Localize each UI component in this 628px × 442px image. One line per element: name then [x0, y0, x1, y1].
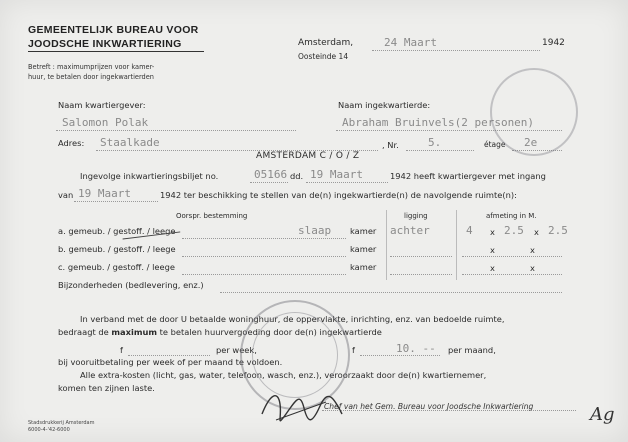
row-b-label: b. gemeub. / gestoff. / leege: [58, 244, 176, 254]
date-year: 1942: [542, 38, 565, 48]
paragraph-line6: komen ten zijnen laste.: [58, 383, 155, 393]
row-a-ligging: achter: [390, 224, 430, 237]
header-rule: [28, 51, 204, 52]
etage-label: étage: [484, 140, 506, 149]
ingekwartierde-label: Naam ingekwartierde:: [338, 100, 431, 110]
paragraph-line2: bedraagt de maximum te betalen huurvergoeding door de(n) ingekwartierde: [58, 327, 382, 337]
row-b-x2: x: [530, 245, 535, 255]
kwartiergever-label: Naam kwartiergever:: [58, 100, 146, 110]
row-a-x2: x: [534, 227, 539, 237]
dd-value: 19 Maart: [310, 168, 363, 181]
betreft-line2: huur, te betalen door ingekwartierden: [28, 73, 154, 81]
row-a-afm2: 2.5: [504, 224, 524, 237]
row-a-afm3: 2.5: [548, 224, 568, 237]
col-header-ligging: ligging: [404, 212, 428, 220]
row-c-kamer: kamer: [350, 262, 377, 272]
date-day-month: 24 Maart: [384, 36, 437, 49]
betreft-line1: Betreft : maximumprijzen voor kamer-: [28, 63, 155, 71]
adres-label: Adres:: [58, 138, 85, 148]
row-a-bestemming: slaap: [298, 224, 332, 237]
ter-beschikking-text: 1942 ter beschikking te stellen van de(n) ingekwartierde(n) de navolgende ruimte(n):: [160, 190, 517, 200]
row-a-afm1: 4: [466, 224, 473, 237]
signature-caption: Chef van het Gem. Bureau voor Joodsche Inkwartiering: [324, 402, 534, 411]
city: Amsterdam,: [298, 38, 354, 48]
f-label-maand: f: [352, 345, 355, 355]
van-value: 19 Maart: [78, 187, 131, 200]
office-address: Oosteinde 14: [298, 52, 349, 61]
f-label-week: f: [120, 345, 123, 355]
org-name-line2: JOODSCHE INKWARTIERING: [28, 38, 182, 50]
handwritten-initials: Ag: [590, 404, 615, 425]
paragraph-line1: In verband met de door U betaalde woninghuur, de oppervlakte, inrichting, enz. van bedoelde ruimte,: [80, 314, 505, 324]
org-name-line1: GEMEENTELIJK BUREAU VOOR: [28, 24, 199, 36]
per-maand-label: per maand,: [448, 345, 496, 355]
kwartiergever-value: Salomon Polak: [62, 116, 149, 129]
row-b-kamer: kamer: [350, 244, 377, 254]
per-week-label: per week,: [216, 345, 257, 355]
biljet-number: 05166: [254, 168, 288, 181]
row-a-label: a. gemeub. / gestoff. / leege: [58, 226, 176, 236]
col-header-afmeting: afmeting in M.: [486, 212, 537, 220]
heeft-text: 1942 heeft kwartiergever met ingang: [390, 171, 546, 181]
bijzonderheden-label: Bijzonderheden (bedlevering, enz.): [58, 280, 204, 290]
etage-value: 2e: [524, 136, 538, 149]
district: AMSTERDAM C / O / Z: [256, 151, 360, 161]
nr-label: , Nr.: [382, 140, 399, 150]
row-c-x2: x: [530, 263, 535, 273]
paragraph-line4: bij vooruitbetaling per week of per maand te voldoen.: [58, 357, 283, 367]
nr-value: 5.: [428, 136, 442, 149]
row-a-x1: x: [490, 227, 495, 237]
adres-value: Staalkade: [100, 136, 160, 149]
amount-per-month: 10. --: [396, 342, 436, 355]
row-b-x1: x: [490, 245, 495, 255]
row-a-kamer: kamer: [350, 226, 377, 236]
row-c-label: c. gemeub. / gestoff. / leege: [58, 262, 175, 272]
postal-stamp: [490, 68, 578, 156]
ingevolge-text: Ingevolge inkwartieringsbiljet no.: [80, 171, 219, 181]
ingekwartierde-value: Abraham Bruinvels(2 personen): [342, 116, 535, 129]
dd-label: dd.: [290, 171, 304, 181]
col-header-bestemming: Oorspr. bestemming: [176, 212, 248, 220]
paragraph-line5: Alle extra-kosten (licht, gas, water, telefoon, wasch, enz.), veroorzaakt door de(n) kwartiernemer,: [80, 370, 487, 380]
row-c-x1: x: [490, 263, 495, 273]
printer-line1: Stadsdrukkerij Amsterdam: [28, 420, 95, 426]
van-label: van: [58, 190, 74, 200]
printer-line2: 6000-4-'42-6000: [28, 427, 70, 433]
